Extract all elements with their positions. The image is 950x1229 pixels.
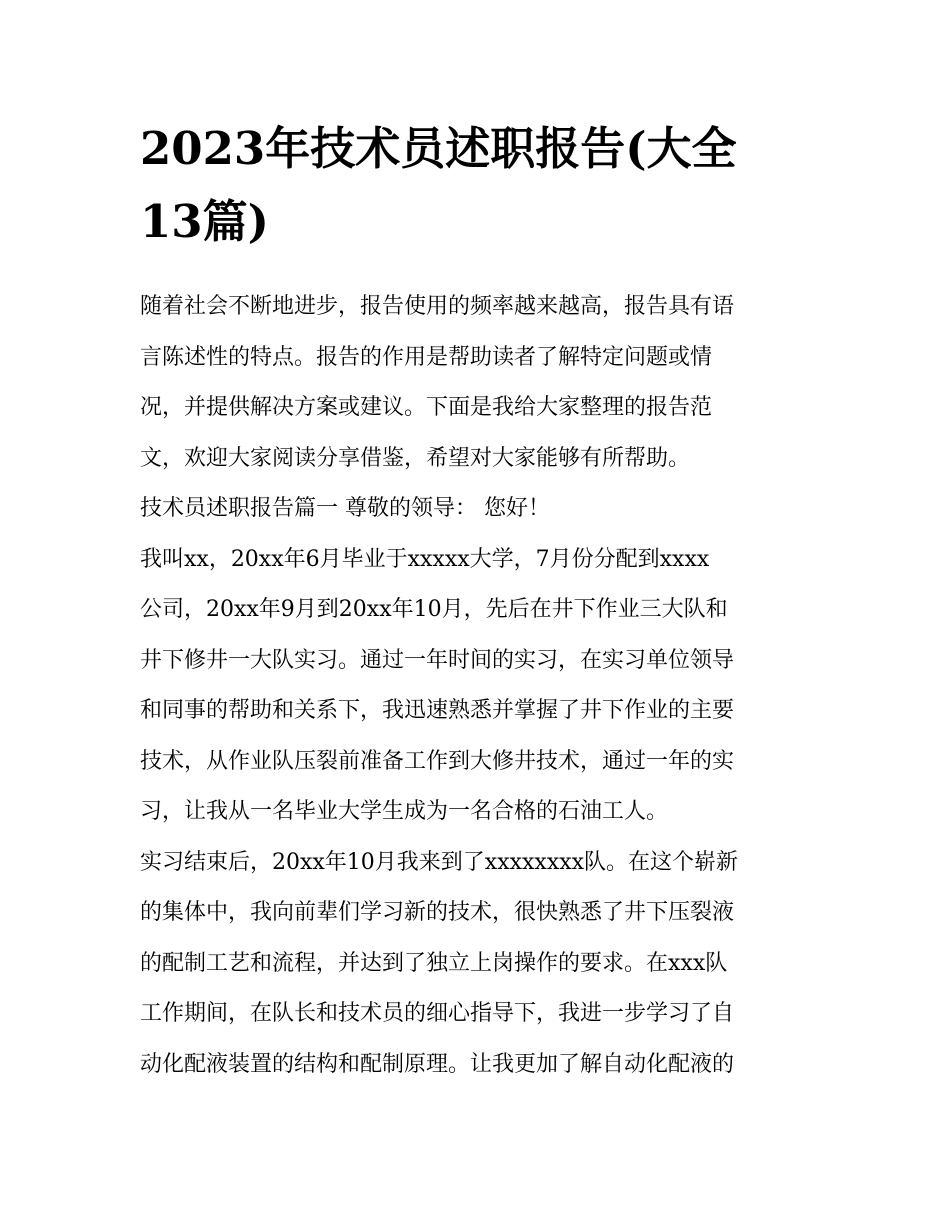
text-line: 公司，20xx年9月到20xx年10月，先后在井下作业三大队和 [140,597,728,622]
text-line: 井下修井一大队实习。通过一年时间的实习，在实习单位领导 [140,647,735,673]
text-line: 况，并提供解决方案或建议。下面是我给大家整理的报告范 [140,395,713,420]
text-line: 工作期间，在队长和技术员的细心指导下，我进一步学习了自 [140,1001,735,1026]
text-line: 技术员述职报告篇一 尊敬的领导： 您好！ [140,496,550,521]
text-line: 言陈述性的特点。报告的作用是帮助读者了解特定问题或情 [140,344,713,370]
text-line: 随着社会不断地进步，报告使用的频率越来越高，报告具有语 [140,294,735,319]
text-line: 的集体中，我向前辈们学习新的技术，很快熟悉了井下压裂液 [140,900,735,925]
text-line: 我叫xx，20xx年6月毕业于xxxxx大学，7月份分配到xxxx [140,546,710,572]
title-line-2: 13篇) [140,195,269,248]
document-body [140,282,812,1090]
text-line: 的配制工艺和流程，并达到了独立上岗操作的要求。在xxx队 [140,950,728,976]
text-line: 习，让我从一名毕业大学生成为一名合格的石油工人。 [140,799,669,824]
document-title [140,112,812,258]
text-line: 技术，从作业队压裂前准备工作到大修井技术，通过一年的实 [140,748,735,774]
text-line: 实习结束后，20xx年10月我来到了xxxxxxxx队。在这个崭新 [140,849,739,875]
text-line: 和同事的帮助和关系下，我迅速熟悉并掌握了井下作业的主要 [140,698,735,723]
paragraph-after-internship [140,838,812,1091]
paragraph-internship [140,535,812,838]
title-line-1: 2023年技术员述职报告(大全 [140,122,737,175]
text-line: 文，欢迎大家阅读分享借鉴，希望对大家能够有所帮助。 [140,445,691,471]
document-page [140,112,812,1090]
paragraph-greeting [140,484,812,535]
paragraph-intro [140,282,812,484]
text-line: 动化配液装置的结构和配制原理。让我更加了解自动化配液的 [140,1051,735,1077]
